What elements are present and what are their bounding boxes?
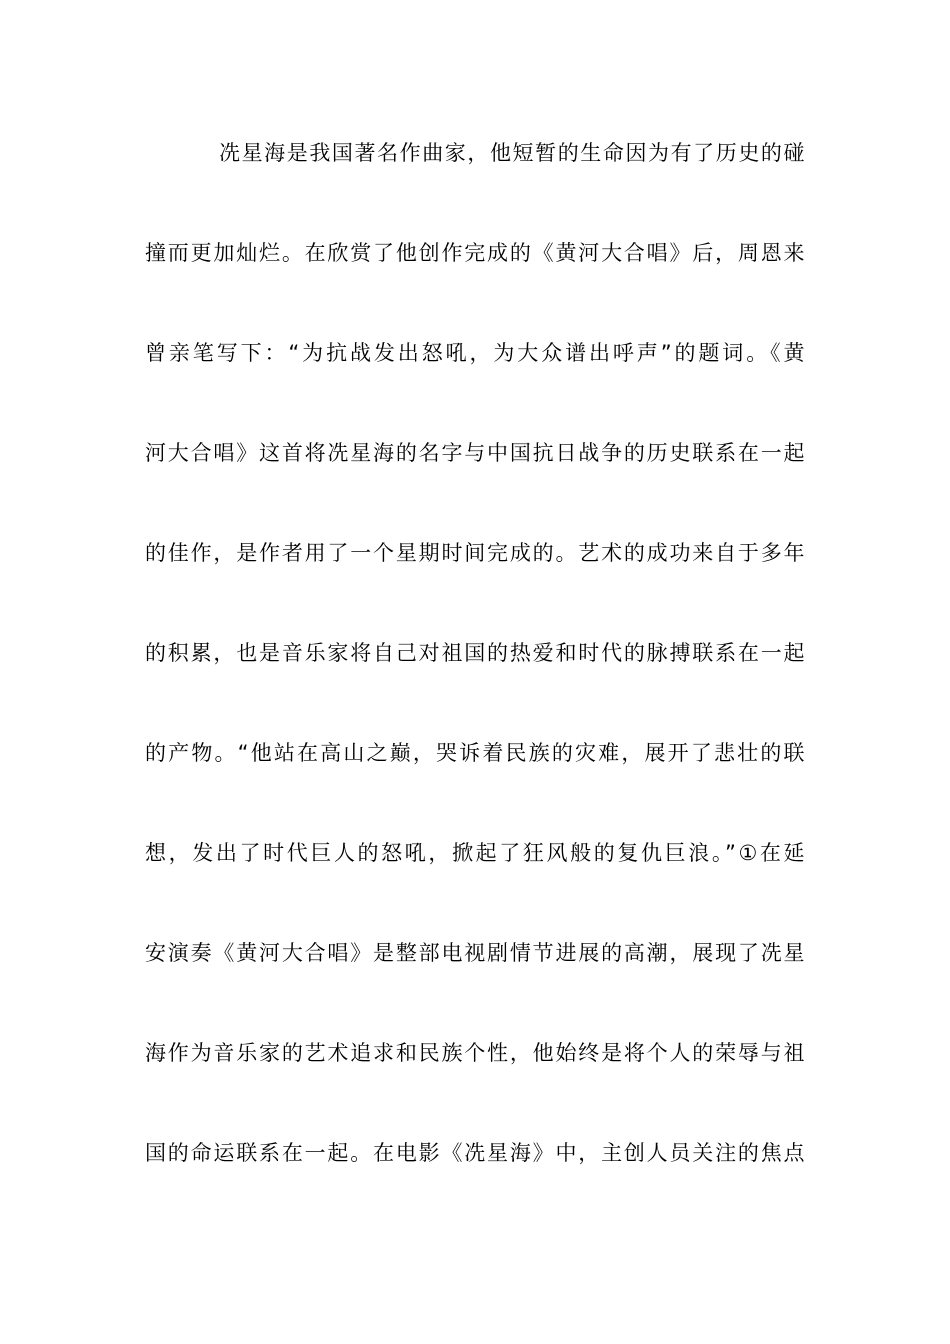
text-line: 海作为音乐家的艺术追求和民族个性，他始终是将个人的荣辱与祖 [145,1041,805,1065]
text-line: 想，发出了时代巨人的怒吼，掀起了狂风般的复仇巨浪。”①在延 [145,841,805,865]
text-line: 国的命运联系在一起。在电影《冼星海》中，主创人员关注的焦点 [145,1141,805,1165]
text-line: 曾亲笔写下：“为抗战发出怒吼，为大众谱出呼声”的题词。《黄 [145,341,805,365]
text-line: 安演奏《黄河大合唱》是整部电视剧情节进展的高潮，展现了冼星 [145,941,805,965]
text-line: 冼星海是我国著名作曲家，他短暂的生命因为有了历史的碰 [219,141,805,165]
text-line: 的产物。“他站在高山之巅，哭诉着民族的灾难，展开了悲壮的联 [145,741,805,765]
text-line: 的佳作，是作者用了一个星期时间完成的。艺术的成功来自于多年 [145,541,805,565]
text-line: 的积累，也是音乐家将自己对祖国的热爱和时代的脉搏联系在一起 [145,641,805,665]
text-line: 撞而更加灿烂。在欣赏了他创作完成的《黄河大合唱》后，周恩来 [145,241,805,265]
body-paragraph [145,135,805,1235]
text-line: 河大合唱》这首将冼星海的名字与中国抗日战争的历史联系在一起 [145,441,805,465]
